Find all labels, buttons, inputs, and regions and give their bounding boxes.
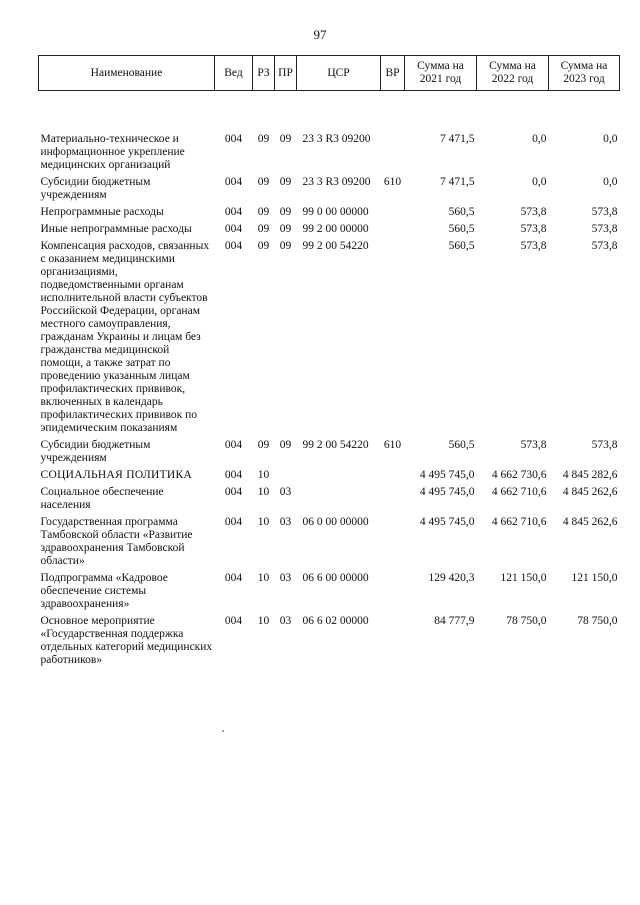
row-name: Иные непрограммные расходы xyxy=(40,223,192,235)
row-name: Компенсация расходов, связанных с оказанием медицинскими организациями, подведомственными органам исполнительной власти субъектов Российской Федерации, органам местного самоуправления, гражданам Украины и лицам без гражданства медицинской помощи, а также затрат по проведению указанным лицам профилактических прививок, включенных в календарь профилактических прививок по эпидемическим показаниям xyxy=(40,240,210,434)
table-row xyxy=(39,219,620,236)
row-rz: 09 xyxy=(257,206,270,218)
row-ved: 004 xyxy=(224,133,243,145)
row-name: Основное мероприятие «Государственная поддержка отдельных категорий медицинских работников» xyxy=(40,615,213,666)
row-csr: 99 0 00 00000 xyxy=(302,206,369,218)
row-sum-2022: 78 750,0 xyxy=(506,615,547,627)
row-sum-2023: 573,8 xyxy=(591,206,618,218)
row-name: Субсидии бюджетным учреждениям xyxy=(40,176,151,201)
row-sum-2023: 121 150,0 xyxy=(571,572,618,584)
row-rz: 09 xyxy=(257,223,270,235)
row-sum-2023: 78 750,0 xyxy=(577,615,618,627)
row-csr: 23 3 R3 09200 xyxy=(302,176,371,188)
table-row xyxy=(39,236,620,435)
row-csr: 23 3 R3 09200 xyxy=(302,133,371,145)
header-sum-2021: Сумма на 2021 год xyxy=(405,56,477,91)
table-row xyxy=(39,512,620,568)
row-sum-2021: 4 495 745,0 xyxy=(419,486,475,498)
row-ved: 004 xyxy=(224,486,243,498)
row-name: Материально-техническое и информационное укрепление медицинских организаций xyxy=(40,133,185,171)
header-csr: ЦСР xyxy=(297,56,381,91)
row-csr: 06 0 00 00000 xyxy=(302,516,369,528)
row-rz: 09 xyxy=(257,133,270,145)
row-sum-2022: 4 662 710,6 xyxy=(491,486,547,498)
header-vr: ВР xyxy=(381,56,405,91)
table-body xyxy=(39,91,620,668)
row-sum-2022: 4 662 710,6 xyxy=(491,516,547,528)
row-name: Социальное обеспечение населения xyxy=(40,486,164,511)
row-pr: 03 xyxy=(279,572,292,584)
row-vr xyxy=(381,611,405,667)
table-row xyxy=(39,465,620,482)
row-sum-2023: 4 845 262,6 xyxy=(562,486,618,498)
row-sum-2022: 573,8 xyxy=(520,439,547,451)
row-sum-2022: 573,8 xyxy=(520,206,547,218)
row-csr: 99 2 00 54220 xyxy=(302,240,369,252)
row-sum-2023: 0,0 xyxy=(603,176,618,188)
page-number: 97 xyxy=(313,27,327,42)
row-sum-2022: 573,8 xyxy=(520,223,547,235)
row-pr: 03 xyxy=(279,486,292,498)
row-csr: 06 6 00 00000 xyxy=(302,572,369,584)
row-ved: 004 xyxy=(224,439,243,451)
table-row xyxy=(39,435,620,465)
table-row xyxy=(39,91,620,173)
row-sum-2021: 7 471,5 xyxy=(440,176,475,188)
row-pr: 09 xyxy=(279,223,292,235)
header-sum-2022: Сумма на 2022 год xyxy=(477,56,549,91)
row-ved: 004 xyxy=(224,206,243,218)
row-sum-2022: 573,8 xyxy=(520,240,547,252)
row-vr xyxy=(381,512,405,568)
row-vr xyxy=(381,91,405,173)
row-pr: 09 xyxy=(279,439,292,451)
row-name: Государственная программа Тамбовской области «Развитие здравоохранения Тамбовской области» xyxy=(40,516,193,567)
row-sum-2022: 0,0 xyxy=(532,176,547,188)
header-ved: Вед xyxy=(215,56,253,91)
row-ved: 004 xyxy=(224,240,243,252)
row-vr xyxy=(381,465,405,482)
row-vr xyxy=(381,219,405,236)
row-rz: 09 xyxy=(257,240,270,252)
row-vr xyxy=(381,202,405,219)
row-sum-2023: 4 845 282,6 xyxy=(562,469,618,481)
row-pr: 09 xyxy=(279,206,292,218)
header-pr: ПР xyxy=(275,56,297,91)
row-rz: 10 xyxy=(257,615,270,627)
table-row xyxy=(39,568,620,611)
row-pr: 03 xyxy=(279,516,292,528)
row-csr xyxy=(297,465,381,482)
row-ved: 004 xyxy=(224,615,243,627)
row-csr: 99 2 00 00000 xyxy=(302,223,369,235)
row-sum-2021: 7 471,5 xyxy=(440,133,475,145)
row-sum-2022: 121 150,0 xyxy=(500,572,547,584)
table-row xyxy=(39,172,620,202)
row-name: СОЦИАЛЬНАЯ ПОЛИТИКА xyxy=(40,469,193,481)
row-sum-2023: 573,8 xyxy=(591,223,618,235)
row-rz: 10 xyxy=(257,516,270,528)
row-ved: 004 xyxy=(224,572,243,584)
row-ved: 004 xyxy=(224,469,243,481)
row-vr: 610 xyxy=(383,176,402,188)
row-pr: 09 xyxy=(279,133,292,145)
row-rz: 10 xyxy=(257,486,270,498)
budget-table xyxy=(38,55,620,667)
table-row xyxy=(39,202,620,219)
row-sum-2021: 4 495 745,0 xyxy=(419,469,475,481)
row-name: Подпрограмма «Кадровое обеспечение системы здравоохранения» xyxy=(40,572,168,610)
row-sum-2023: 4 845 262,6 xyxy=(562,516,618,528)
row-name: Непрограммные расходы xyxy=(40,206,164,218)
table-header xyxy=(39,56,620,91)
row-ved: 004 xyxy=(224,223,243,235)
row-ved: 004 xyxy=(224,176,243,188)
row-pr: 09 xyxy=(279,240,292,252)
row-sum-2021: 560,5 xyxy=(448,240,475,252)
header-rz: РЗ xyxy=(253,56,275,91)
row-sum-2021: 129 420,3 xyxy=(428,572,475,584)
row-rz: 10 xyxy=(257,572,270,584)
row-sum-2021: 560,5 xyxy=(448,439,475,451)
row-sum-2021: 560,5 xyxy=(448,223,475,235)
row-sum-2021: 84 777,9 xyxy=(434,615,475,627)
row-csr: 99 2 00 54220 xyxy=(302,439,369,451)
row-pr: 03 xyxy=(279,615,292,627)
row-csr: 06 6 02 00000 xyxy=(302,615,369,627)
row-csr xyxy=(297,482,381,512)
row-ved: 004 xyxy=(224,516,243,528)
row-sum-2023: 0,0 xyxy=(603,133,618,145)
row-sum-2022: 4 662 730,6 xyxy=(491,469,547,481)
row-rz: 09 xyxy=(257,439,270,451)
row-vr xyxy=(381,568,405,611)
scan-dot-mark xyxy=(222,730,224,732)
row-rz: 10 xyxy=(257,469,270,481)
header-sum-2023: Сумма на 2023 год xyxy=(549,56,620,91)
row-rz: 09 xyxy=(257,176,270,188)
row-sum-2021: 4 495 745,0 xyxy=(419,516,475,528)
row-vr xyxy=(381,482,405,512)
row-vr xyxy=(381,236,405,435)
row-name: Субсидии бюджетным учреждениям xyxy=(40,439,151,464)
row-vr: 610 xyxy=(383,439,402,451)
row-sum-2022: 0,0 xyxy=(532,133,547,145)
table-row xyxy=(39,482,620,512)
header-name: Наименование xyxy=(39,56,215,91)
row-sum-2023: 573,8 xyxy=(591,240,618,252)
row-sum-2021: 560,5 xyxy=(448,206,475,218)
row-pr: 09 xyxy=(279,176,292,188)
row-sum-2023: 573,8 xyxy=(591,439,618,451)
row-pr xyxy=(275,465,297,482)
table-row xyxy=(39,611,620,667)
